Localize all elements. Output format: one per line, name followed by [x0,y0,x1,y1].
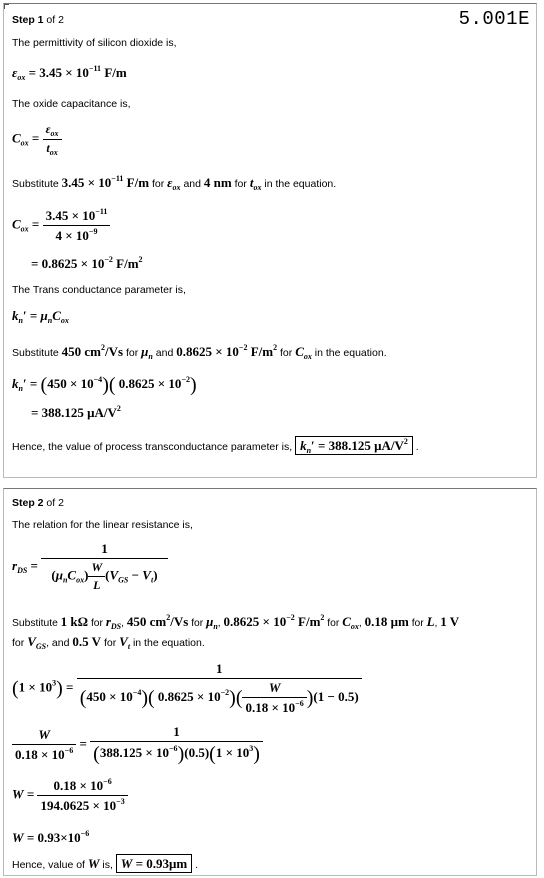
permittivity-text: The permittivity of silicon dioxide is, [12,37,177,49]
step-2-count: of 2 [43,497,64,509]
cox-result: = $0.8625 \times 10^{-2}$ $F/m^2$ [31,255,143,271]
substitute-line-1: Substitute $3.45 \times 10^{-11}$ F/m for $\varepsilon_{ox}$ and 4 nm for $t_{ox}$ in the equation. [12,174,337,192]
kn-calculation: $k_n' = (450 \times 10^{-4})$( $0.8625 \times 10^{-2}$) [12,374,197,396]
cox-calculation: $C_{ox}$ = $\frac{3.45 \times 10^{-11}}{4 \times 10^{-9}}$ [12,207,110,244]
conclusion-line-2: Hence, value of W is, W = 0.93μm . [12,856,199,871]
w-ratio-equation: $\frac{W}{0.18 \times 10^{-6}}$ = $\frac{1}{(388.125 \times 10^{-6})(0.5)(1 \times 10^3)}$ [12,724,263,766]
corner-mark [4,4,9,9]
rds-formula: $r_{DS}$ = 1 $(\mu_nC_{ox})$ $\frac{W}{L}$ $(V_{GS} - V_t)$ [12,541,168,593]
substitute-line-3: Substitute 1 kΩ for $r_{DS}$, 450 $cm^2/Vs$ for $\mu_n$, $0.8625 \times 10^{-2}$ $F/m^2$ for $C_{ox}$, 0.18 μm for L, 1 V [12,613,460,631]
final-answer-box-1: $k_n' = 388.125$ $\mu A/V^2$ [295,436,413,455]
w-result: $W = 0.93\times 10^{-6}$ [12,829,90,845]
substitute-line-3b: for $V_{GS}$, and 0.5 V for $V_t$ in the equation. [12,634,205,651]
permittivity-equation: $\varepsilon_{ox} = 3.45 \times 10^{-11}$ F/m [12,64,127,82]
cox-formula: $C_{ox}$ = $\frac{\varepsilon_{ox}}{t_{ox}}$ [12,122,62,157]
oxide-capacitance-text: The oxide capacitance is, [12,98,131,110]
kn-result: = 388.125 $\mu A/V^2$ [31,404,121,420]
substituted-equation: $(1 \times 10^3)$ = 1 $(450 \times 10^{-4})$( $0.8625 \times 10^{-2}$)( $\frac{W}{0.18 \times 10^{-6}}$ )(1 − 0.5) [12,661,362,716]
conclusion-line-1: Hence, the value of process transconductance parameter is, $k_n' = 388.125$ $\mu A/V^2$ . [12,437,419,455]
step-1-count: of 2 [43,14,64,26]
linear-resistance-text: The relation for the linear resistance is, [12,519,193,531]
w-fraction: W = $\frac{0.18 \times 10^{-6}}{194.0625 \times 10^{-3}}$ [12,777,128,814]
step-2-card [3,488,537,876]
kn-formula: $k_n' = \mu_nC_{ox}$ [12,308,69,325]
step-2-label: Step 2 [12,497,44,509]
step-1-header [12,14,64,26]
answer-code: 5.001E [458,8,530,30]
substitute-line-2: Substitute 450 $cm^2/Vs$ for $\mu_n$ and $0.8625 \times 10^{-2}$ $F/m^2$ for $C_{ox}$ in the equation. [12,343,387,361]
step-1-card [3,3,537,478]
final-answer-box-2: W = 0.93μm [116,854,192,873]
transconductance-text: The Trans conductance parameter is, [12,284,186,296]
step-1-label: Step 1 [12,14,44,26]
step-2-header [12,497,64,509]
